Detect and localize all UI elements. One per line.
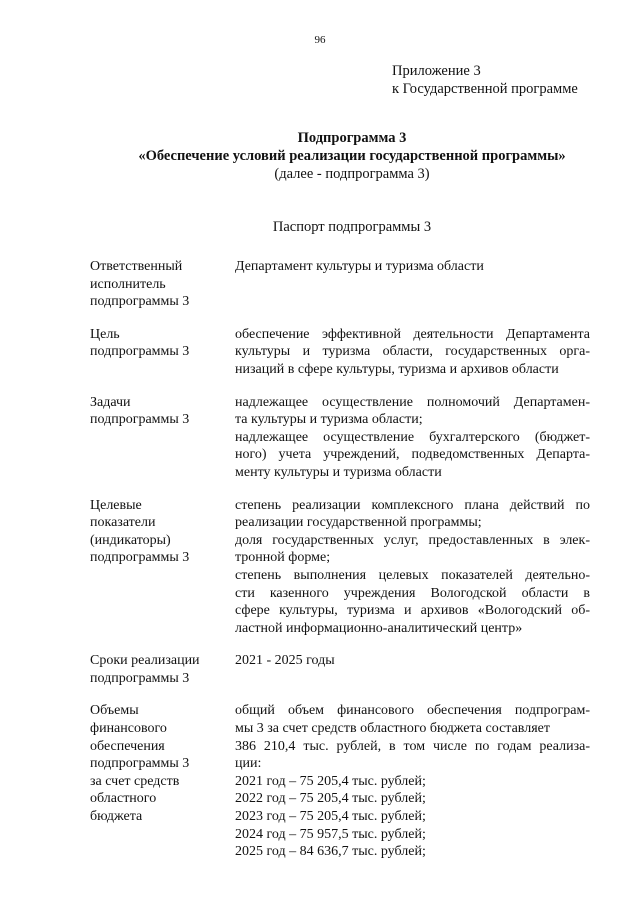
- row-value-line: 2023 год – 75 205,4 тыс. рублей;: [235, 809, 426, 825]
- row-value-line: 2024 год – 75 957,5 тыс. рублей;: [235, 826, 426, 842]
- row-label-line: бюджета: [90, 809, 143, 825]
- row-value-line: надлежащее осуществление бухгалтерского (бюджет-: [235, 429, 590, 445]
- row-label-line: подпрограммы 3: [90, 550, 190, 566]
- row-value: [235, 326, 590, 379]
- row-value-line: степень выполнения целевых показателей деятельно-: [235, 567, 590, 583]
- row-value-line: 2025 год – 84 636,7 тыс. рублей;: [235, 844, 426, 860]
- page-number: 96: [314, 34, 326, 46]
- subprogram-title: [0, 129, 640, 183]
- row-value-line: сти казенного учреждения Вологодской области в: [235, 585, 590, 601]
- row-label-line: за счет средств: [90, 773, 180, 789]
- row-value-line: обеспечение эффективной деятельности Департамента: [235, 326, 590, 342]
- row-value-line: тронной форме;: [235, 550, 331, 566]
- row-value-line: степень реализации комплексного плана действий по: [235, 497, 590, 513]
- row-value-line: ного) учета учреждений, подведомственных Департа-: [235, 447, 590, 463]
- appendix-line-1: Приложение 3: [392, 63, 481, 79]
- row-value-line: реализации государственной программы;: [235, 515, 482, 531]
- row-label-line: Ответственный: [90, 259, 183, 274]
- row-value-line: 2021 - 2025 годы: [235, 653, 335, 669]
- passport-table: [90, 258, 600, 876]
- row-label-line: подпрограммы 3: [90, 670, 190, 686]
- row-label-line: обеспечения: [90, 738, 165, 754]
- row-value-line: Департамент культуры и туризма области: [235, 259, 484, 274]
- row-value: [235, 394, 590, 482]
- row-value-line: та культуры и туризма области;: [235, 412, 423, 428]
- row-value-line: сфере культуры, туризма и архивов «Вологодский об-: [235, 603, 590, 619]
- row-value-line: 2022 год – 75 205,4 тыс. рублей;: [235, 791, 426, 807]
- row-value: [235, 258, 590, 311]
- row-label: [90, 258, 235, 311]
- row-label: [90, 326, 235, 379]
- passport-row: [90, 497, 600, 638]
- row-label-line: областного: [90, 791, 157, 807]
- title-line-1: Подпрограмма 3: [297, 130, 407, 146]
- passport-row: [90, 652, 600, 687]
- appendix-header: [392, 62, 578, 98]
- row-label-line: подпрограммы 3: [90, 344, 190, 360]
- row-label-line: финансового: [90, 721, 167, 737]
- row-label: [90, 497, 235, 638]
- row-value-line: низаций в сфере культуры, туризма и архивов области: [235, 361, 559, 377]
- row-label: [90, 652, 235, 687]
- appendix-line-2: к Государственной программе: [392, 81, 578, 97]
- row-value-line: культуры и туризма области, государственных орга-: [235, 344, 590, 360]
- passport-title: Паспорт подпрограммы 3: [272, 219, 432, 235]
- row-value-line: 386 210,4 тыс. рублей, в том числе по годам реализа-: [235, 738, 590, 754]
- row-label-line: Цель: [90, 326, 120, 342]
- row-label: [90, 702, 235, 860]
- row-label-line: Сроки реализации: [90, 653, 200, 669]
- passport-row: [90, 258, 600, 311]
- row-value-line: мы 3 за счет средств областного бюджета составляет: [235, 721, 550, 737]
- row-value-line: 2021 год – 75 205,4 тыс. рублей;: [235, 773, 426, 789]
- title-line-2: «Обеспечение условий реализации государственной программы»: [138, 148, 566, 164]
- row-label-line: (индикаторы): [90, 532, 171, 548]
- title-line-3: (далее - подпрограмма 3): [274, 166, 430, 182]
- row-value-line: менту культуры и туризма области: [235, 464, 442, 480]
- row-label-line: подпрограммы 3: [90, 294, 190, 310]
- row-label: [90, 394, 235, 482]
- row-label-line: Объемы: [90, 703, 139, 719]
- row-value-line: доля государственных услуг, предоставленных в элек-: [235, 532, 590, 548]
- passport-row: [90, 394, 600, 482]
- row-label-line: исполнитель: [90, 276, 166, 292]
- passport-row: [90, 326, 600, 379]
- row-value-line: надлежащее осуществление полномочий Департамен-: [235, 394, 590, 410]
- row-value-line: ции:: [235, 756, 262, 772]
- row-label-line: показатели: [90, 515, 156, 531]
- row-label-line: подпрограммы 3: [90, 412, 190, 428]
- row-value: [235, 702, 590, 860]
- row-value-line: ластной информационно-аналитический центр»: [235, 620, 523, 636]
- row-label-line: Целевые: [90, 497, 142, 513]
- row-label-line: подпрограммы 3: [90, 756, 190, 772]
- passport-row: [90, 702, 600, 860]
- row-value-line: общий объем финансового обеспечения подпрограм-: [235, 703, 590, 719]
- row-label-line: Задачи: [90, 394, 131, 410]
- row-value: [235, 497, 590, 638]
- row-value: [235, 652, 590, 687]
